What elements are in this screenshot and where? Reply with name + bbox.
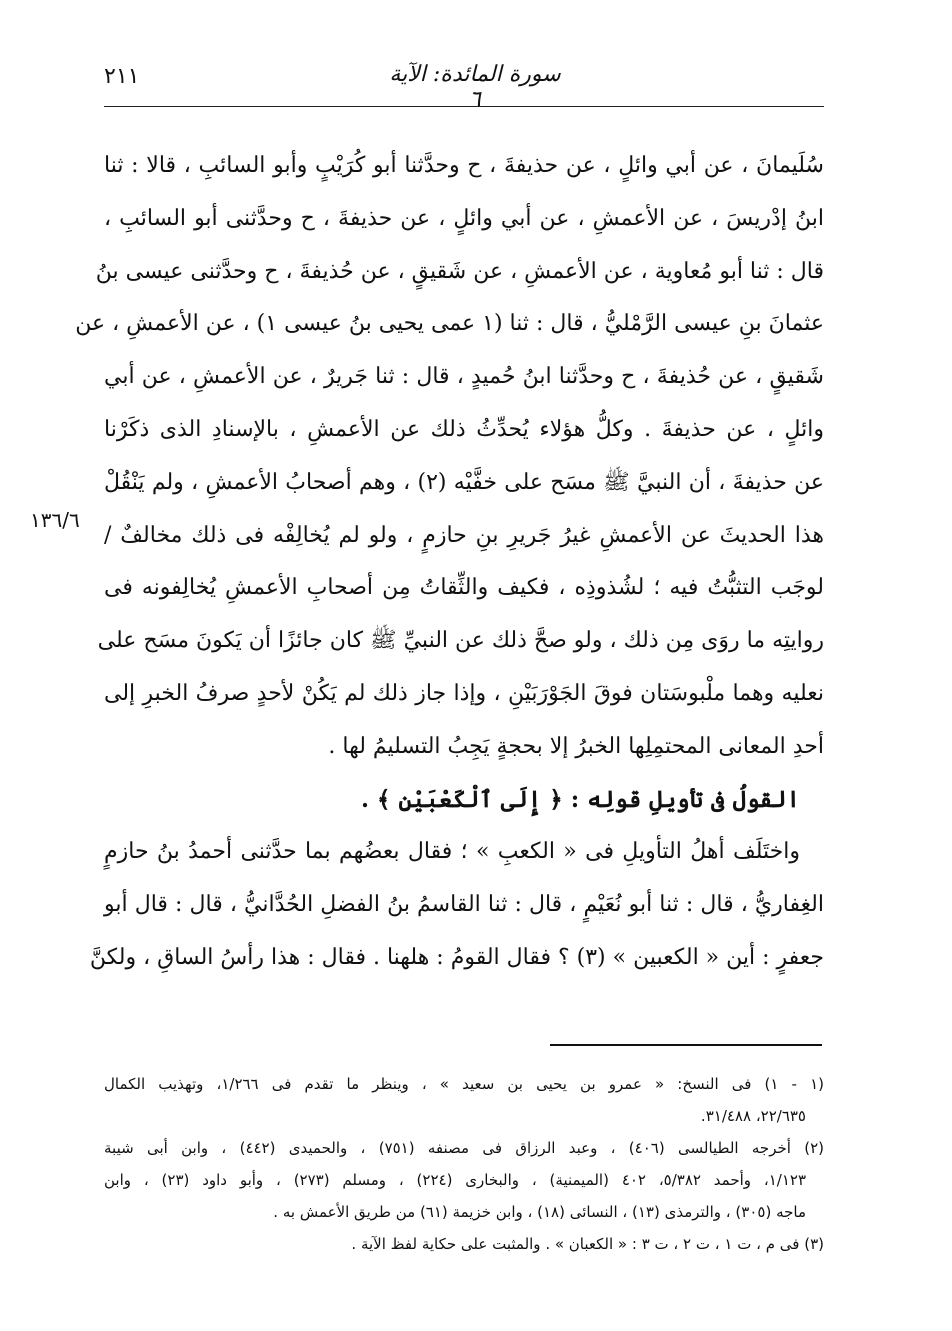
body-line: قال : ثنا أبو مُعاوية ، عن الأعمشِ ، عن شَقيقٍ ، عن حُذيفةَ ، ح وحدَّثنى عيسى بنُ [95, 258, 824, 284]
footnote-rule [550, 1044, 822, 1046]
footnote-line: ٢٢/٦٣٥، ٣١/٤٨٨. [700, 1107, 806, 1125]
body-line: لوجَب التثبُّتُ فيه ؛ لشُذوذِه ، فكيف والثِّقاتُ مِن أصحابِ الأعمشِ يُخالِفونه فى [104, 575, 824, 601]
body-line: سُلَيمانَ ، عن أبي وائلٍ ، عن حذيفةَ ، ح وحدَّثنا أبو كُرَيْبٍ وأبو السائبِ ، قالا : ثنا [104, 153, 824, 178]
body-line: ابنُ إدْريسَ ، عن الأعمشِ ، عن أبي وائلٍ ، عن حذيفةَ ، ح وحدَّثنى أبو السائبِ ، [104, 205, 824, 231]
footnote-line: (٢) أخرجه الطيالسى (٤٠٦) ، وعبد الرزاق فى مصنفه (٧٥١) ، والحميدى (٤٤٢) ، وابن أبى شيبة [104, 1139, 824, 1157]
page-number: ٢١١ [104, 64, 140, 89]
body-line: عثمانَ بنِ عيسى الرَّمْليُّ ، قال : ثنا (١ عمى يحيى بنُ عيسى ١) ، عن الأعمشِ ، عن [75, 311, 824, 337]
body-line: روايتِه ما روَى مِن ذلك ، ولو صحَّ ذلك عن النبيِّ ﷺ كان جائزًا أن يَكونَ مسَح على [97, 628, 824, 654]
body-line: شَقيقٍ ، عن حُذيفةَ ، ح وحدَّثنا ابنُ حُميدٍ ، قال : ثنا جَريرٌ ، عن الأعمشِ ، عن أبي [104, 364, 824, 390]
footnote-line: ماجه (٣٠٥) ، والترمذى (١٣) ، النسائى (١٨) ، وابن خزيمة (٦١) من طريق الأعمش به . [273, 1203, 806, 1221]
margin-note: ١٣٦/٦ [30, 508, 80, 532]
footnote-line: ١/١٢٣، وأحمد ٥/٣٨٢، ٤٠٢ (الميمنية) ، والبخارى (٢٢٤) ، ومسلم (٢٧٣) ، وأبو داود (٢٣) ، وابن [104, 1171, 806, 1189]
body-line: عن حذيفةَ ، أن النبيَّ ﷺ مسَح على خفَّيْه (٢) ، وهم أصحابُ الأعمشِ ، ولم يَنْقُلْ [104, 469, 824, 495]
body-line: واختَلَف أهلُ التأويلِ فى « الكعبِ » ؛ فقال بعضُهم بما حدَّثنى أحمدُ بنُ حازمٍ [104, 839, 800, 865]
footnotes [104, 1068, 824, 1260]
footnote-line: (٣) فى م ، ت ١ ، ت ٢ ، ت ٣ : « الكعبان » . والمثبت على حكاية لفظ الآية . [351, 1235, 824, 1253]
body-line: هذا الحديثَ عن الأعمشِ غيرُ جَريرِ بنِ حازمٍ ، ولو لم يُخالِفْه فى ذلك مخالفٌ / [104, 522, 824, 548]
body-line: نعليه وهما ملْبوسَتان فوقَ الجَوْرَبَيْنِ ، وإذا جاز ذلك لم يَكُنْ لأحدٍ صرفُ الخبرِ إلى [104, 680, 824, 706]
body-line: أحدِ المعانى المحتمِلِها الخبرُ إلا بحجةٍ يَجِبُ التسليمُ لها . [328, 733, 824, 759]
running-header: سورة المائدة: الآية ٦ [389, 62, 561, 112]
footnote-line: (١ - ١) فى النسخ: « عمرو بن يحيى بن سعيد » ، وينظر ما تقدم فى ١/٢٦٦، وتهذيب الكمال [104, 1075, 824, 1093]
body-text [75, 140, 824, 985]
body-line: وائلٍ ، عن حذيفةَ . وكلُّ هؤلاء يُحدِّثُ ذلك عن الأعمشِ ، بالإسنادِ الذى ذكَرْنا [104, 416, 824, 442]
body-line: الغِفاريُّ ، قال : ثنا أبو نُعَيْمٍ ، قال : ثنا القاسمُ بنُ الفضلِ الحُدَّانيُّ ، قال : قال أبو [104, 892, 824, 918]
header-rule [104, 106, 824, 107]
section-heading: القولُ فى تأويلِ قولِه : ﴿ إِلَى ٱلْكَعْبَيْنِ ﴾ . [361, 785, 800, 813]
body-line: جعفرٍ : أين « الكعبين » (٣) ؟ فقال القومُ : هلهنا . فقال : هذا رأسُ الساقِ ، ولكنَّ [89, 944, 824, 970]
